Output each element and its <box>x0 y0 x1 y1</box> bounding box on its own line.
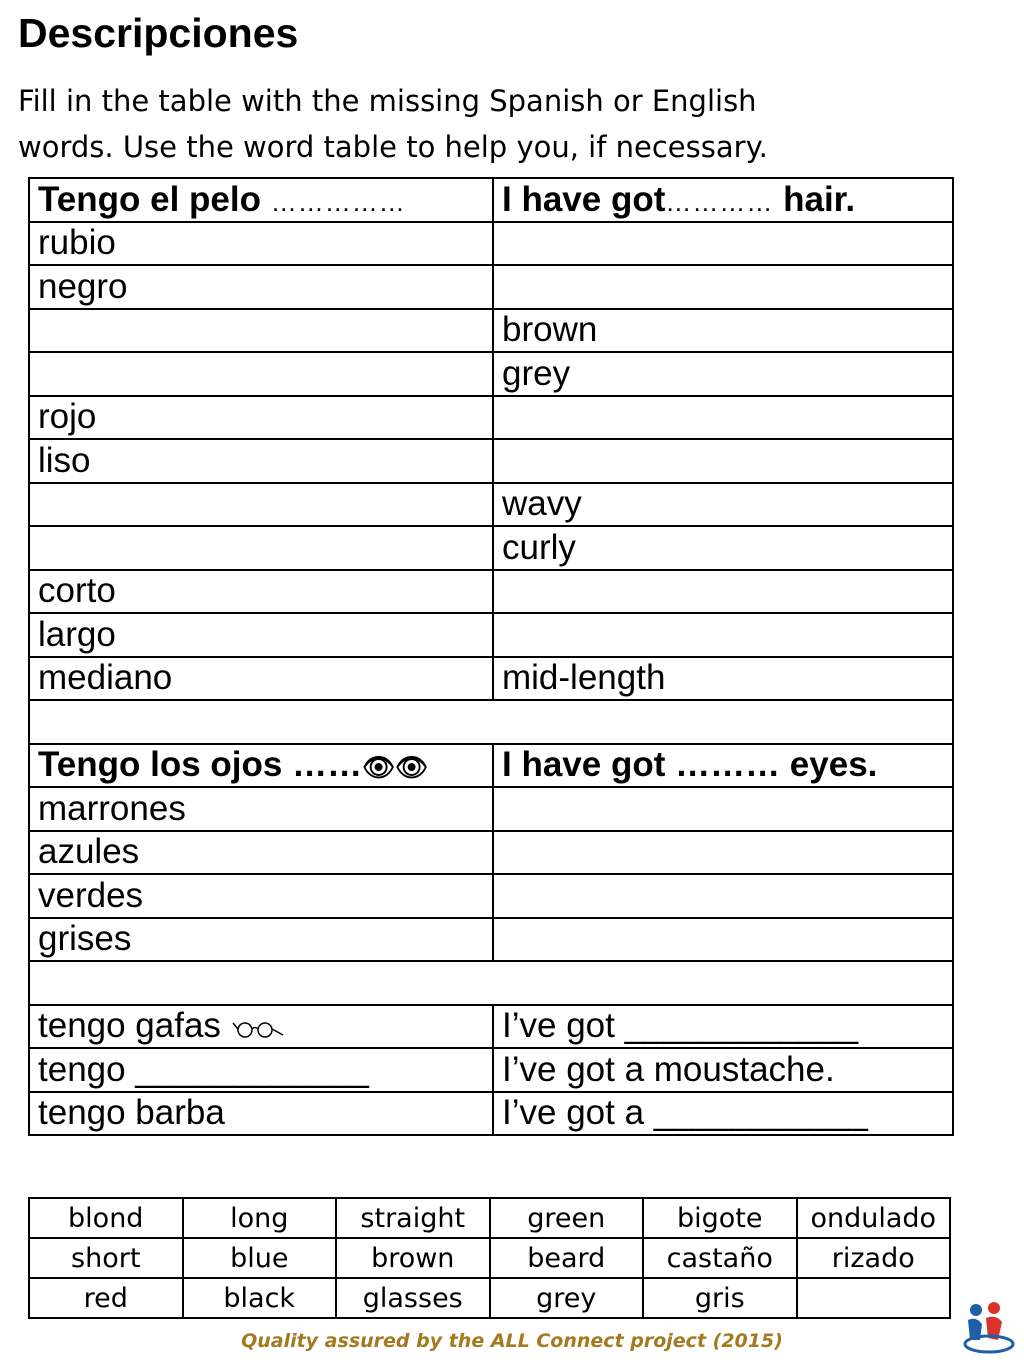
eyes-header-es-label: Tengo los ojos …… <box>38 745 363 785</box>
page-title: Descripciones <box>18 10 299 56</box>
english-cell: mid-length <box>493 657 953 701</box>
hair-header-english <box>493 178 953 222</box>
table-row <box>29 309 953 353</box>
spanish-cell <box>29 1005 493 1049</box>
spanish-cell: azules <box>29 831 493 875</box>
hair-header-spanish <box>29 178 493 222</box>
word-bank-cell: rizado <box>797 1238 951 1278</box>
spanish-cell <box>29 1092 493 1136</box>
spanish-cell: grises <box>29 918 493 962</box>
eyes-icon: 👁👁 <box>362 752 429 783</box>
spanish-cell: corto <box>29 570 493 614</box>
vocabulary-table <box>28 177 954 1136</box>
table-row <box>29 352 953 396</box>
word-bank-cell: blue <box>183 1238 337 1278</box>
hair-header-en-suffix: hair. <box>783 179 856 219</box>
english-cell <box>493 613 953 657</box>
table-row <box>29 787 953 831</box>
hair-header-en-label: I have got <box>502 179 666 219</box>
word-bank-cell: beard <box>490 1238 644 1278</box>
spanish-cell <box>29 352 493 396</box>
table-row <box>29 613 953 657</box>
table-row <box>29 831 953 875</box>
table-row <box>29 222 953 266</box>
english-cell: wavy <box>493 483 953 527</box>
table-row <box>29 483 953 527</box>
table-row <box>29 1092 953 1136</box>
english-cell <box>493 787 953 831</box>
spanish-cell: mediano <box>29 657 493 701</box>
word-bank-cell: grey <box>490 1278 644 1318</box>
english-cell <box>493 222 953 266</box>
english-cell <box>493 831 953 875</box>
spanish-cell: negro <box>29 265 493 309</box>
table-header-row <box>29 178 953 222</box>
word-bank-cell: green <box>490 1198 644 1238</box>
word-bank-cell: brown <box>336 1238 490 1278</box>
spanish-cell <box>29 1048 493 1092</box>
word-bank-cell: straight <box>336 1198 490 1238</box>
table-header-row <box>29 744 953 788</box>
english-cell: brown <box>493 309 953 353</box>
spacer-cell <box>29 700 953 744</box>
english-cell <box>493 570 953 614</box>
word-bank-cell: long <box>183 1198 337 1238</box>
spanish-cell: verdes <box>29 874 493 918</box>
table-row <box>29 657 953 701</box>
table-row <box>29 570 953 614</box>
spanish-cell: marrones <box>29 787 493 831</box>
spanish-cell <box>29 483 493 527</box>
english-cell <box>493 396 953 440</box>
all-connect-logo <box>962 1300 1016 1356</box>
english-cell <box>493 874 953 918</box>
word-bank-cell <box>797 1278 951 1318</box>
word-bank-cell: short <box>29 1238 183 1278</box>
word-bank-cell: red <box>29 1278 183 1318</box>
table-row <box>29 874 953 918</box>
spacer-row <box>29 961 953 1005</box>
word-bank-cell: gris <box>643 1278 797 1318</box>
hair-header-es-label: Tengo el pelo <box>38 179 261 219</box>
spanish-text: tengo gafas <box>38 1006 221 1046</box>
english-cell: I’ve got ____________ <box>493 1005 953 1049</box>
english-cell: curly <box>493 526 953 570</box>
eyes-header-english: I have got ……… eyes. <box>493 744 953 788</box>
spacer-cell <box>29 961 953 1005</box>
word-bank-row <box>29 1238 950 1278</box>
footer-credit: Quality assured by the ALL Connect project (2015) <box>241 1330 783 1352</box>
spanish-text: tengo ____________ <box>38 1049 369 1089</box>
english-cell: I’ve got a moustache. <box>493 1048 953 1092</box>
spanish-cell: rojo <box>29 396 493 440</box>
dots-blank: ………… <box>665 186 774 217</box>
spanish-cell: liso <box>29 439 493 483</box>
table-row <box>29 526 953 570</box>
word-bank-cell: ondulado <box>797 1198 951 1238</box>
word-bank-cell: castaño <box>643 1238 797 1278</box>
instructions: Fill in the table with the missing Spanish or English words. Use the word table to help you, if necessary. <box>18 84 768 164</box>
table-row <box>29 1048 953 1092</box>
word-bank-cell: bigote <box>643 1198 797 1238</box>
word-bank-table <box>28 1197 951 1319</box>
table-row <box>29 396 953 440</box>
dots-blank: …………… <box>270 186 406 217</box>
english-cell <box>493 265 953 309</box>
word-bank-cell: glasses <box>336 1278 490 1318</box>
english-cell <box>493 439 953 483</box>
table-row <box>29 1005 953 1049</box>
spanish-cell <box>29 526 493 570</box>
spanish-cell <box>29 309 493 353</box>
english-cell: grey <box>493 352 953 396</box>
spanish-text: tengo barba <box>38 1093 225 1133</box>
table-row <box>29 918 953 962</box>
english-cell <box>493 918 953 962</box>
word-bank-row <box>29 1198 950 1238</box>
word-bank-cell: blond <box>29 1198 183 1238</box>
english-cell: I’ve got a ___________ <box>493 1092 953 1136</box>
table-row <box>29 439 953 483</box>
word-bank-row <box>29 1278 950 1318</box>
eyes-header-spanish <box>29 744 493 788</box>
spanish-cell: largo <box>29 613 493 657</box>
glasses-icon <box>231 1017 289 1039</box>
word-bank-cell: black <box>183 1278 337 1318</box>
spanish-cell: rubio <box>29 222 493 266</box>
spacer-row <box>29 700 953 744</box>
table-row <box>29 265 953 309</box>
